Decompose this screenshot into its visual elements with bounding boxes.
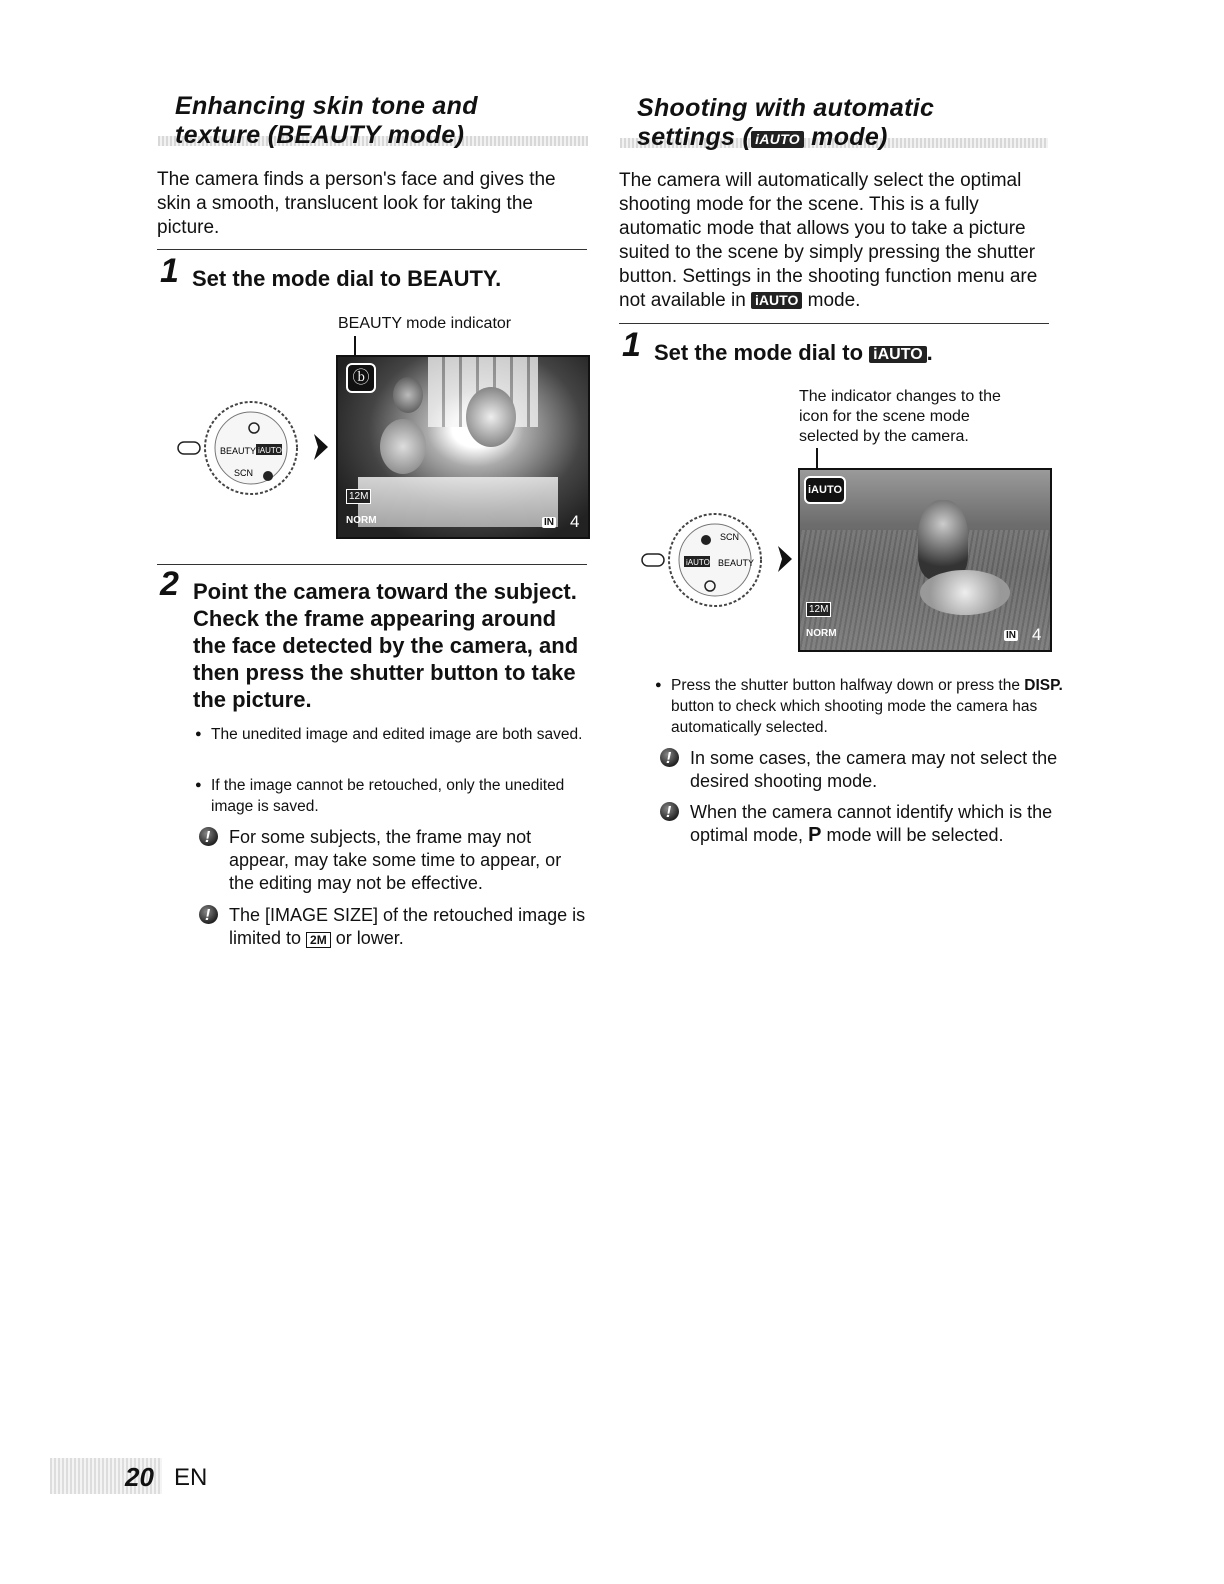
note-text: or lower. <box>335 928 404 948</box>
dial-label: BEAUTY <box>220 446 257 456</box>
arrow-icon <box>776 544 794 574</box>
face-silhouette <box>466 387 516 447</box>
dial-label: iAUTO <box>258 446 282 455</box>
lcd-screen-iauto <box>798 468 1052 652</box>
step-instruction: Set the mode dial to iAUTO . <box>654 340 933 365</box>
badge-text: 2M <box>310 933 327 947</box>
dial-label: SCN <box>234 468 254 478</box>
iauto-mode-indicator: iAUTO <box>804 476 846 504</box>
page-number: 20 <box>125 1462 154 1492</box>
arrow-icon <box>312 432 330 462</box>
face-silhouette <box>380 419 426 474</box>
step-number: 1 <box>160 252 179 290</box>
mode-dial-diagram <box>640 510 780 610</box>
bullet-text: button to check which shooting mode the camera has automatically selected. <box>671 698 1038 736</box>
beauty-mode-indicator: ⓑ <box>346 363 376 393</box>
section-heading-iauto <box>637 94 934 152</box>
bullet-item: ● If the image cannot be retouched, only the unedited image is saved. <box>195 775 586 817</box>
section-heading-beauty <box>175 92 478 150</box>
bullet-item: ● The unedited image and edited image are both saved. <box>195 724 586 745</box>
intro-paragraph <box>619 169 1049 313</box>
dial-label: SCN <box>720 532 740 542</box>
step-number: 2 <box>160 565 179 603</box>
image-size-badge <box>306 932 331 948</box>
note-text: The [IMAGE SIZE] of the retouched image is limited to <box>229 905 586 948</box>
mode-dial-diagram <box>176 398 316 498</box>
shots-remaining: 4 <box>1032 625 1042 644</box>
page-language: EN <box>174 1464 208 1491</box>
step-instruction: Point the camera toward the subject. Check the frame appearing around the face detected by the camera, and then press the shutter button to take the picture. <box>193 579 579 712</box>
caution-note <box>195 826 589 895</box>
caution-note <box>656 747 1075 793</box>
image-size-icon: 12M <box>806 602 831 617</box>
dial-label: BEAUTY <box>718 558 755 568</box>
note-text: mode will be selected. <box>826 825 1004 845</box>
intro-paragraph: The camera finds a person's face and gives the skin a smooth, translucent look for taking the picture. <box>157 169 556 238</box>
dress-silhouette <box>920 570 1010 615</box>
shots-remaining: 4 <box>570 512 580 531</box>
caution-icon <box>660 802 679 821</box>
step-instruction: Set the mode dial to BEAUTY. <box>192 266 502 291</box>
person-silhouette <box>918 500 968 580</box>
note-text: In some cases, the camera may not select the desired shooting mode. <box>690 748 1058 791</box>
intro-text: mode. <box>807 290 861 311</box>
face-silhouette <box>393 377 423 413</box>
iauto-badge: iAUTO <box>751 131 804 148</box>
bullet-item <box>655 675 1066 738</box>
iauto-badge: iAUTO <box>869 346 926 363</box>
intro-text: The camera will automatically select the optimal shooting mode for the scene. This is a fully automatic mode that allows you to take a picture suited to the scene by simply pressing the shutter button. Settings in the shooting function menu are not available in <box>619 170 1038 311</box>
heading-line: Enhancing skin tone and <box>175 92 478 120</box>
dial-symbol <box>701 535 711 545</box>
lcd-screen-beauty <box>336 355 590 539</box>
image-size-icon: 12M <box>346 489 371 504</box>
indicator-caption: BEAUTY mode indicator <box>338 315 512 332</box>
table-cloth <box>358 477 558 527</box>
quality-icon: NORM <box>806 628 837 639</box>
camera-button-outline <box>178 442 200 454</box>
iauto-badge: iAUTO <box>751 292 802 309</box>
divider <box>157 249 587 250</box>
heading-line: texture (BEAUTY mode) <box>175 121 465 149</box>
caution-note <box>656 801 1075 847</box>
divider <box>619 323 1049 324</box>
memory-icon: IN <box>1006 630 1016 641</box>
dial-symbol <box>263 471 273 481</box>
caution-icon <box>199 905 218 924</box>
bullet-text: Press the shutter button halfway down or press the <box>671 677 1020 694</box>
note-text: For some subjects, the frame may not appear, may take some time to appear, or the editing may not be effective. <box>229 827 562 893</box>
heading-line <box>637 123 934 152</box>
heading-text: mode) <box>803 123 888 151</box>
divider <box>157 564 587 565</box>
camera-button-outline <box>642 554 664 566</box>
indicator-caption: The indicator changes to the icon for the scene mode selected by the camera. <box>799 388 1001 445</box>
dial-label: iAUTO <box>686 558 710 567</box>
heading-text: settings ( <box>637 123 752 151</box>
disp-button-label: DISP. <box>1024 677 1063 694</box>
p-mode-label: P <box>808 824 822 846</box>
step-number: 1 <box>622 326 641 364</box>
note-text: When the camera cannot identify which is the optimal mode, <box>690 802 1053 845</box>
memory-icon: IN <box>544 517 554 528</box>
quality-icon: NORM <box>346 515 377 526</box>
heading-line: Shooting with automatic <box>637 94 935 122</box>
caution-icon <box>199 827 218 846</box>
caution-note <box>195 904 589 950</box>
caution-icon <box>660 748 679 767</box>
step-text: Set the mode dial to <box>654 340 864 365</box>
